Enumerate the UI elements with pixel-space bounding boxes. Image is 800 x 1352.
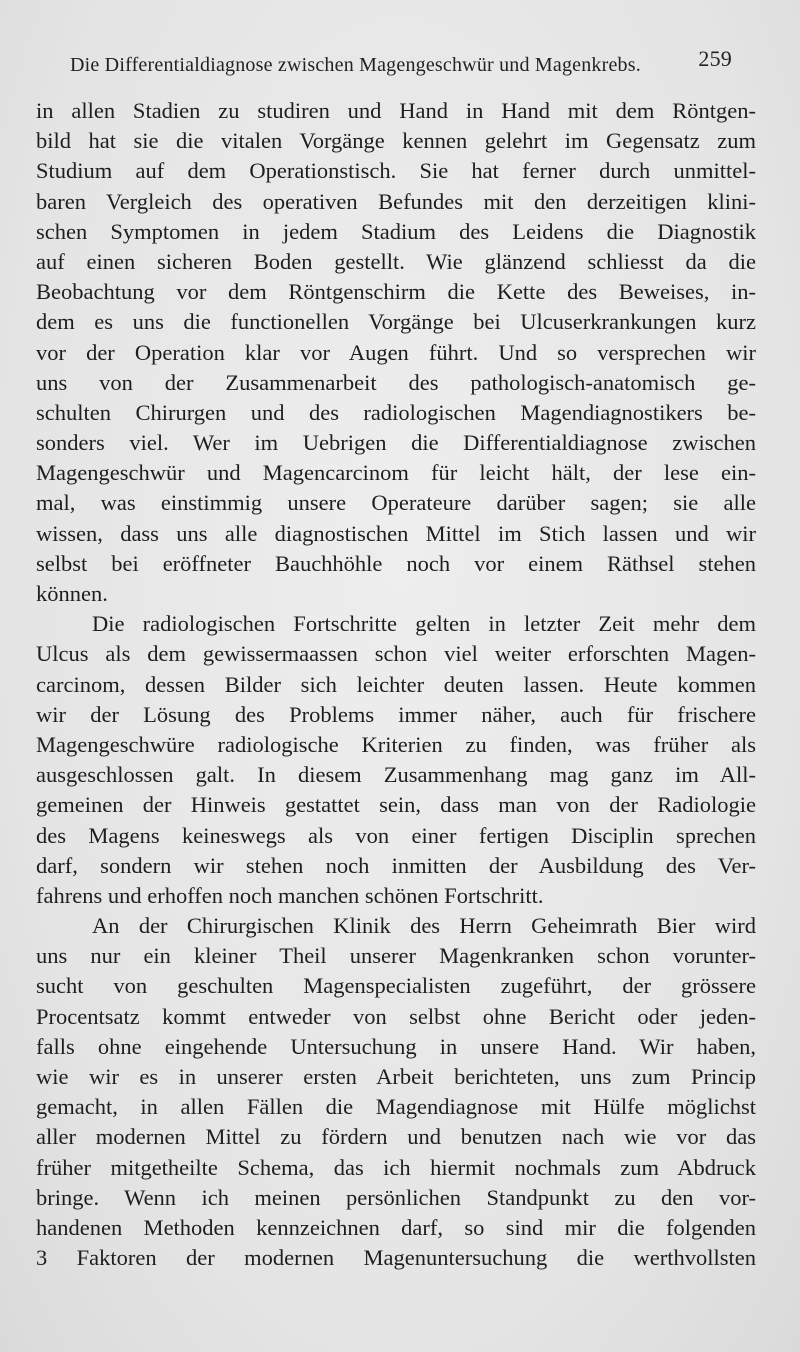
text-line: Beobachtung vor dem Röntgenschirm die Kette des Beweises, in- xyxy=(36,279,756,305)
text-line: ausgeschlossen galt. In diesem Zusammenhang mag ganz im All- xyxy=(36,762,756,788)
text-line: mal, was einstimmig unsere Operateure darüber sagen; sie alle xyxy=(36,490,756,516)
text-line: schen Symptomen in jedem Stadium des Leidens die Diagnostik xyxy=(36,218,756,244)
text-line: sonders viel. Wer im Uebrigen die Differentialdiagnose zwischen xyxy=(36,430,756,456)
text-line: dem es uns die functionellen Vorgänge bei Ulcuserkrankungen kurz xyxy=(36,309,756,335)
text-line: handenen Methoden kennzeichnen darf, so sind mir die folgenden xyxy=(36,1214,756,1240)
text-line: vor der Operation klar vor Augen führt. Und so versprechen wir xyxy=(36,339,756,365)
text-line: Studium auf dem Operationstisch. Sie hat ferner durch unmittel- xyxy=(36,158,756,184)
text-line: Die radiologischen Fortschritte gelten in letzter Zeit mehr dem xyxy=(92,611,756,637)
text-line: gemacht, in allen Fällen die Magendiagnose mit Hülfe möglichst xyxy=(36,1094,756,1120)
text-line: auf einen sicheren Boden gestellt. Wie glänzend schliesst da die xyxy=(36,248,756,274)
text-line: schulten Chirurgen und des radiologischen Magendiagnostikers be- xyxy=(36,399,756,425)
text-line: Magengeschwüre radiologische Kriterien zu finden, was früher als xyxy=(36,731,756,757)
text-line: gemeinen der Hinweis gestattet sein, dass man von der Radiologie xyxy=(36,792,756,818)
text-line: 3 Faktoren der modernen Magenuntersuchung die werthvollsten xyxy=(36,1245,756,1271)
text-line: fahrens und erhoffen noch manchen schönen Fortschritt. xyxy=(36,882,544,908)
text-line: Ulcus als dem gewissermaassen schon viel weiter erforschten Magen- xyxy=(36,641,756,667)
text-line: des Magens keineswegs als von einer fertigen Disciplin sprechen xyxy=(36,822,756,848)
text-line: darf, sondern wir stehen noch inmitten der Ausbildung des Ver- xyxy=(36,852,756,878)
text-line: uns nur ein kleiner Theil unserer Magenkranken schon vorunter- xyxy=(36,943,756,969)
text-line: aller modernen Mittel zu fördern und benutzen nach wie vor das xyxy=(36,1124,756,1150)
text-line: selbst bei eröffneter Bauchhöhle noch vor einem Räthsel stehen xyxy=(36,550,756,576)
page-header xyxy=(70,46,770,80)
text-line: wie wir es in unserer ersten Arbeit berichteten, uns zum Princip xyxy=(36,1064,756,1089)
text-line: uns von der Zusammenarbeit des pathologisch-anatomisch ge- xyxy=(36,369,756,395)
page-number: 259 xyxy=(698,46,732,71)
text-line: An der Chirurgischen Klinik des Herrn Geheimrath Bier wird xyxy=(92,913,756,939)
text-line: in allen Stadien zu studiren und Hand in Hand mit dem Röntgen- xyxy=(36,98,756,123)
text-line: früher mitgetheilte Schema, das ich hiermit nochmals zum Abdruck xyxy=(36,1154,756,1180)
running-title: Die Differentialdiagnose zwischen Magengeschwür und Magenkrebs. xyxy=(70,54,641,76)
text-line: wir der Lösung des Problems immer näher, auch für frischere xyxy=(36,701,756,727)
text-line: baren Vergleich des operativen Befundes mit den derzeitigen klini- xyxy=(36,188,756,214)
text-line: sucht von geschulten Magenspecialisten zugeführt, der grössere xyxy=(36,973,756,999)
text-line: bringe. Wenn ich meinen persönlichen Standpunkt zu den vor- xyxy=(36,1184,756,1210)
text-line: Procentsatz kommt entweder von selbst ohne Bericht oder jeden- xyxy=(36,1003,756,1029)
text-line: falls ohne eingehende Untersuchung in unsere Hand. Wir haben, xyxy=(36,1033,756,1059)
text-line: Magengeschwür und Magencarcinom für leicht hält, der lese ein- xyxy=(36,460,756,486)
text-line: können. xyxy=(36,581,108,606)
body-text xyxy=(36,96,756,1273)
text-line: carcinom, dessen Bilder sich leichter deuten lassen. Heute kommen xyxy=(36,671,756,697)
text-line: bild hat sie die vitalen Vorgänge kennen gelehrt im Gegensatz zum xyxy=(36,128,756,154)
text-line: wissen, dass uns alle diagnostischen Mittel im Stich lassen und wir xyxy=(36,520,756,546)
